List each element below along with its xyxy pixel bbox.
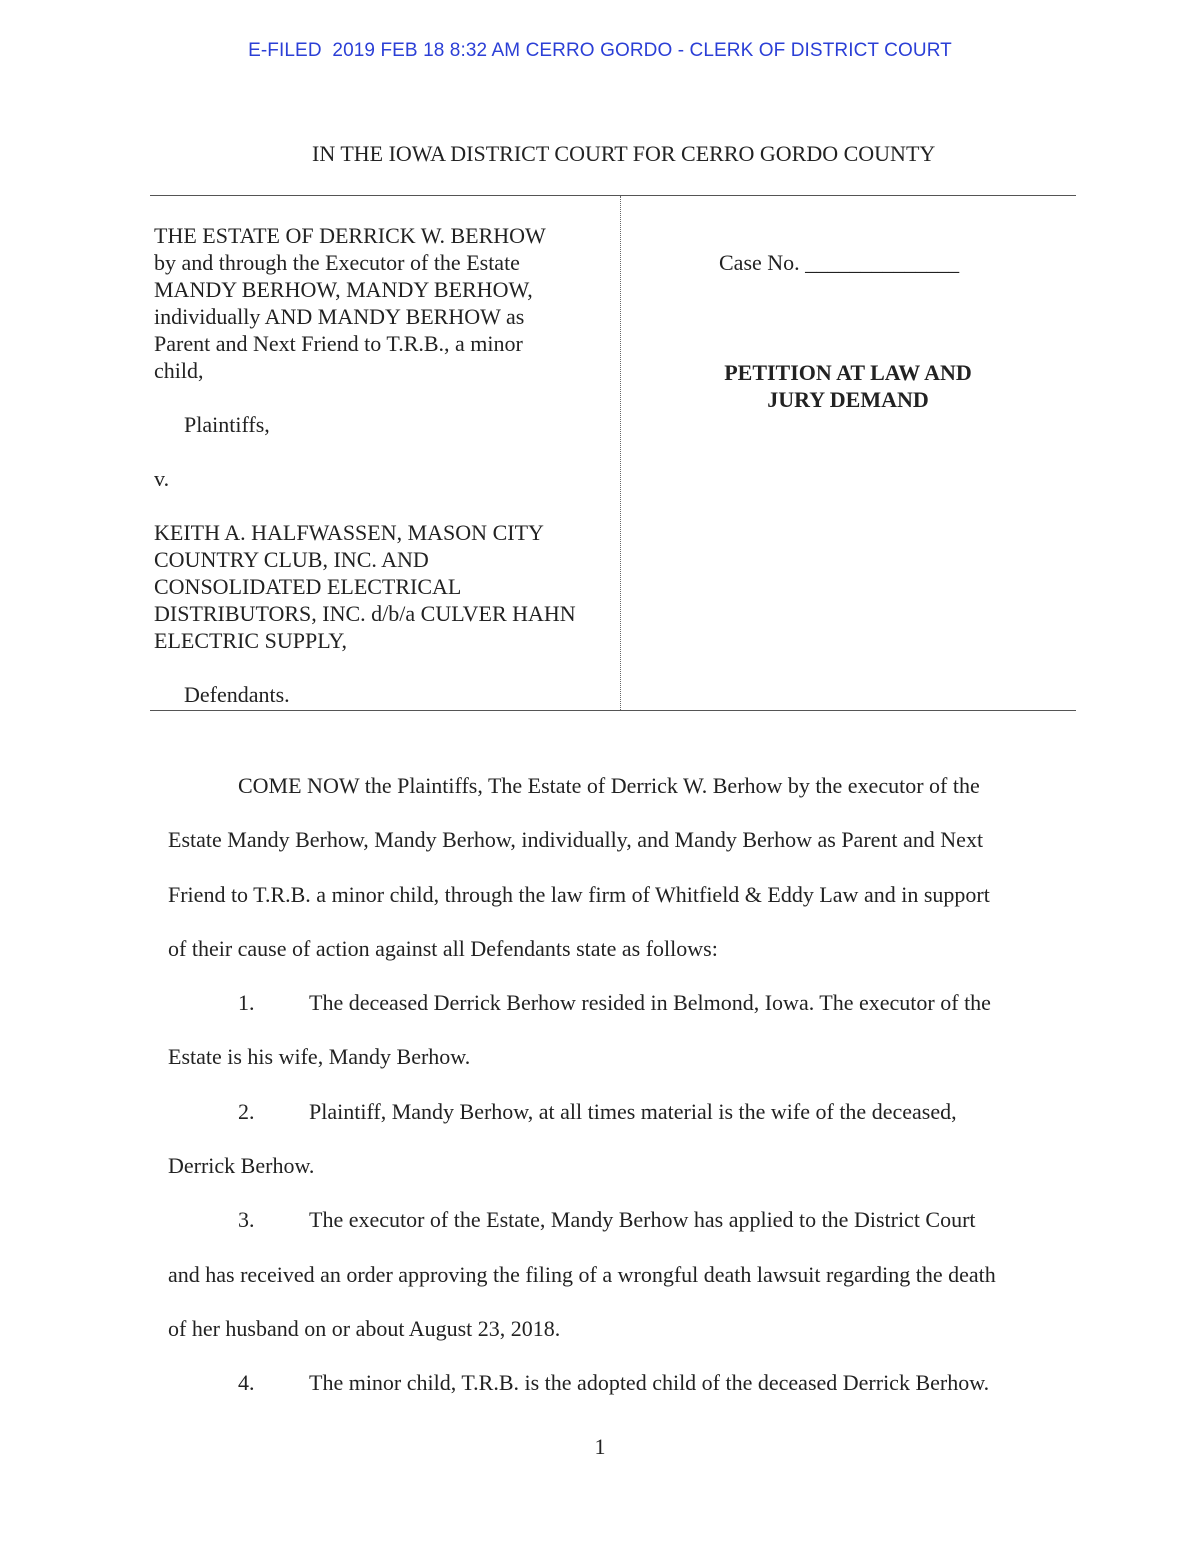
plaintiff-line: THE ESTATE OF DERRICK W. BERHOW [154,223,546,248]
intro-line: Estate Mandy Berhow, Mandy Berhow, individually, and Mandy Berhow as Parent and Next [168,827,984,853]
caption-bottom-rule [150,710,1076,711]
plaintiff-line: Parent and Next Friend to T.R.B., a minor [154,331,523,356]
paragraph-number: 4. [238,1370,255,1396]
paragraph-line: The minor child, T.R.B. is the adopted child of the deceased Derrick Berhow. [309,1370,990,1396]
defendant-line: ELECTRIC SUPPLY, [154,628,347,653]
intro-line: Friend to T.R.B. a minor child, through the law firm of Whitfield & Eddy Law and in support [168,881,990,907]
intro-line: COME NOW the Plaintiffs, The Estate of Derrick W. Berhow by the executor of the [238,773,980,798]
plaintiff-line: by and through the Executor of the Estate [154,250,520,275]
document-title-line: PETITION AT LAW AND [724,360,972,385]
paragraph-line: Estate is his wife, Mandy Berhow. [168,1044,471,1070]
caption-divider [620,196,621,710]
numbered-paragraph-1 [168,976,1058,1030]
defendant-line: COUNTRY CLUB, INC. AND [154,547,429,572]
efile-stamp: E-FILED 2019 FEB 18 8:32 AM CERRO GORDO - CLERK OF DISTRICT COURT [248,40,952,61]
paragraph-line: and has received an order approving the filing of a wrongful death lawsuit regarding the death [168,1261,996,1287]
paragraph-line: Derrick Berhow. [168,1153,315,1179]
paragraph-line: of her husband on or about August 23, 2018. [168,1315,561,1341]
paragraph-number: 1. [238,990,255,1016]
intro-line: of their cause of action against all Defendants state as follows: [168,935,718,961]
caption-top-rule [150,195,1076,196]
paragraph-line: The executor of the Estate, Mandy Berhow has applied to the District Court [309,1207,976,1233]
numbered-paragraph-4 [168,1356,1058,1410]
defendants-label: Defendants. [184,682,290,707]
plaintiff-line: MANDY BERHOW, MANDY BERHOW, [154,277,533,302]
court-heading: IN THE IOWA DISTRICT COURT FOR CERRO GORDO COUNTY [312,141,936,166]
paragraph-number: 3. [238,1207,255,1233]
defendant-line: DISTRIBUTORS, INC. d/b/a CULVER HAHN [154,601,576,626]
defendant-line: CONSOLIDATED ELECTRICAL [154,574,462,599]
document-title-line: JURY DEMAND [767,387,929,412]
document-title [630,359,1066,413]
paragraph-line: The deceased Derrick Berhow resided in Belmond, Iowa. The executor of the [309,990,991,1016]
paragraph-number: 2. [238,1098,255,1124]
defendant-line: KEITH A. HALFWASSEN, MASON CITY [154,520,544,545]
plaintiff-line: child, [154,358,204,383]
paragraph-line: Plaintiff, Mandy Berhow, at all times material is the wife of the deceased, [309,1098,957,1124]
plaintiff-names [154,222,616,384]
plaintiffs-label: Plaintiffs, [184,412,270,437]
caption-parties [154,222,616,708]
plaintiff-line: individually AND MANDY BERHOW as [154,304,525,329]
versus-label: v. [154,466,170,491]
defendant-names [154,519,616,654]
numbered-paragraph-3 [168,1193,1058,1247]
petition-body [168,759,1058,1411]
numbered-paragraph-2 [168,1085,1058,1139]
page-number: 1 [594,1434,606,1459]
case-number-field: Case No. ______________ [719,250,960,275]
